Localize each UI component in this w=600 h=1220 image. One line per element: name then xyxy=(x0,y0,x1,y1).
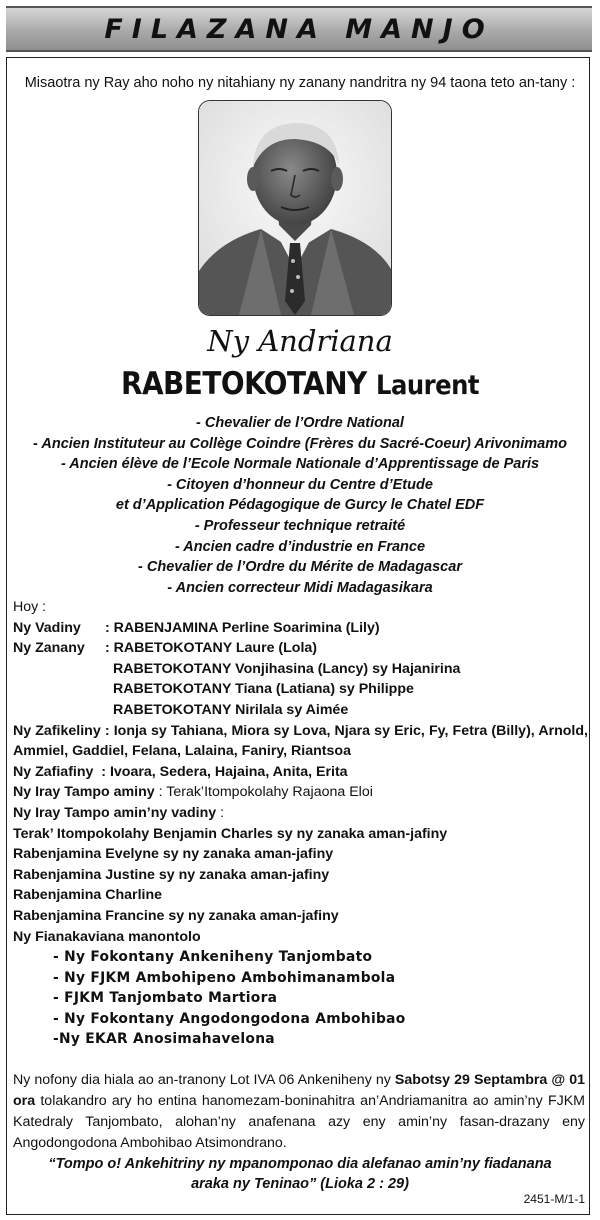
intro-text: Misaotra ny Ray aho noho ny nitahiany ny zanany nandritra ny 94 taona teto an-tany : xyxy=(24,75,576,91)
great-grandchildren-row xyxy=(13,762,588,783)
spouse-sibling-entry: Rabenjamina Justine sy ny zanaka aman-jafiny xyxy=(13,866,330,883)
title-line: - Professeur technique retraité xyxy=(194,517,406,534)
spouse-value: : RABENJAMINA Perline Soarimina (Lily) xyxy=(105,619,380,636)
funeral-details xyxy=(13,1070,585,1154)
honorific-script: Ny Andriana xyxy=(207,324,393,358)
header-banner xyxy=(6,6,592,52)
spouse-siblings-label: Ny Iray Tampo amin’ny vadiny xyxy=(13,804,217,821)
grandchildren-row xyxy=(13,721,588,762)
title-line: - Chevalier de l’Ordre du Mérite de Madagascar xyxy=(138,559,462,576)
funeral-text-part1: Ny nofony dia hiala ao an-tranony Lot IVA 06 Ankeniheny ny xyxy=(13,1072,395,1088)
organization-entry: - FJKM Tanjombato Martiora xyxy=(53,990,278,1007)
portrait-photo xyxy=(198,100,392,316)
grandchildren-label: Ny Zafikeliny xyxy=(13,722,101,739)
funeral-text-part2: tolakandro ary ho entina hanomezam-boninahitra an’Andriamanitra ao amin’ny FJKM Katedraly Tanjombato, alohan’ny anafenana azy eny amin’ny fasan-drazany eny Angodongodona Ambohibao Atsimondrano. xyxy=(13,1093,585,1151)
spouse-sibling-entry: Rabenjamina Charline xyxy=(13,887,163,904)
siblings-label: Ny Iray Tampo aminy xyxy=(13,784,155,801)
spouse-siblings-row xyxy=(13,803,588,824)
title-line: - Ancien cadre d’industrie en France xyxy=(174,538,426,555)
hoy-label: Hoy : xyxy=(13,599,47,615)
verse-line: araka ny Teninao” (Lioka 2 : 29) xyxy=(191,1176,409,1192)
title-line: - Ancien élève de l’Ecole Normale Nationale d’Apprentissage de Paris xyxy=(60,456,540,473)
great-grandchildren-value: : Ivoara, Sedera, Hajaina, Anita, Erita xyxy=(93,763,348,780)
child-entry: RABETOKOTANY Nirilala sy Aimée xyxy=(113,701,349,718)
children-row xyxy=(13,638,588,659)
spouse-sibling-entry: Terak’ Itompokolahy Benjamin Charles sy ny zanaka aman-jafiny xyxy=(13,825,448,842)
deceased-name xyxy=(0,366,600,402)
organization-entry: - Ny Fokontany Angodongodona Ambohibao xyxy=(53,1010,406,1027)
verse-line: “Tompo o! Ankehitriny ny mpanomponao dia alefanao amin’ny fiadanana xyxy=(48,1156,552,1172)
spouse-sibling-entry: Rabenjamina Evelyne sy ny zanaka aman-jafiny xyxy=(13,846,334,863)
grandchildren-value: : Ionja sy Tahiana, Miora sy Lova, Njara sy Eric, Fy, Fetra (Billy), Arnold, Ammiel, Gaddiel, Felana, Lalaina, Faniry, Riantsoa xyxy=(13,722,588,760)
siblings-row xyxy=(13,782,588,803)
title-line: - Ancien correcteur Midi Madagasikara xyxy=(167,579,433,596)
siblings-value: : Terak’Itompokolahy Rajaona Eloi xyxy=(154,784,373,801)
family-section xyxy=(13,597,588,1050)
title-line: - Chevalier de l’Ordre National xyxy=(196,415,404,431)
titles-list xyxy=(0,413,600,598)
reference-code: 2451-M/1-1 xyxy=(523,1192,585,1206)
children-label: Ny Zanany xyxy=(13,640,85,657)
title-line: - Citoyen d’honneur du Centre d’Etude xyxy=(167,476,433,493)
spouse-sibling-entry: Rabenjamina Francine sy ny zanaka aman-jafiny xyxy=(13,907,339,924)
great-grandchildren-label: Ny Zafiafiny xyxy=(13,763,94,780)
organization-entry: - Ny Fokontany Ankeniheny Tanjombato xyxy=(53,949,373,966)
funeral-date: Sabotsy 29 Septambra @ 01 ora xyxy=(13,1072,585,1109)
deceased-firstname: Laurent xyxy=(375,370,480,401)
organization-entry: -Ny EKAR Anosimahavelona xyxy=(53,1031,275,1048)
child-entry: RABETOKOTANY Vonjihasina (Lancy) sy Hajanirina xyxy=(113,660,461,677)
spouse-siblings-colon: : xyxy=(216,804,225,821)
child-entry: RABETOKOTANY Tiana (Latiana) sy Philippe xyxy=(113,681,414,698)
whole-family-label: Ny Fianakaviana manontolo xyxy=(13,928,201,945)
organization-entry: - Ny FJKM Ambohipeno Ambohimanambola xyxy=(53,969,396,986)
title-line: - Ancien Instituteur au Collège Coindre (Frères du Sacré-Coeur) Arivonimamo xyxy=(33,435,567,452)
bible-verse xyxy=(0,1154,600,1194)
title-line: et d’Application Pédagogique de Gurcy le Chatel EDF xyxy=(115,497,485,514)
spouse-row xyxy=(13,618,588,639)
deceased-surname: RABETOKOTANY xyxy=(120,366,367,402)
header-title: FILAZANA MANJO xyxy=(104,13,494,45)
spouse-label: Ny Vadiny xyxy=(13,619,81,636)
children-first: : RABETOKOTANY Laure (Lola) xyxy=(105,640,318,657)
